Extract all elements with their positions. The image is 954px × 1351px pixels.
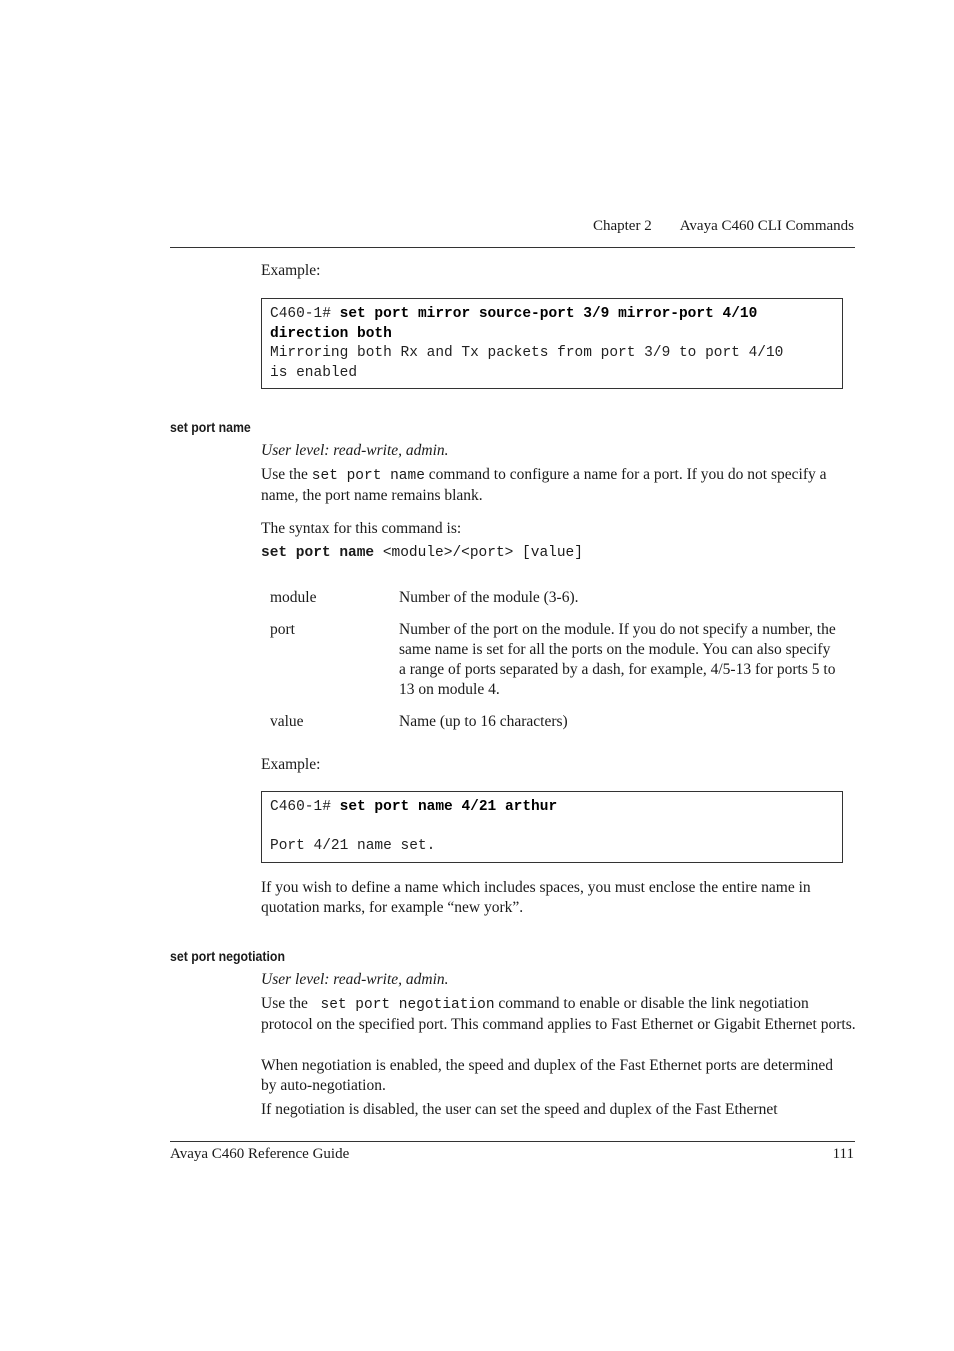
code-output: Mirroring both Rx and Tx packets from port 3/9 to port 4/10 bbox=[270, 345, 784, 361]
parameter-table bbox=[270, 588, 850, 744]
code-command-cont: direction both bbox=[270, 325, 392, 342]
param-row bbox=[270, 620, 850, 700]
param-desc: Number of the module (3-6). bbox=[399, 589, 579, 606]
inline-command: set port name bbox=[311, 468, 425, 484]
code-command: set port mirror source-port 3/9 mirror-port 4/10 bbox=[339, 306, 758, 322]
description: Use the set port name command to configure a name for a port. If you do not specify a name, the port name remains blank. bbox=[261, 466, 827, 504]
param-row bbox=[270, 712, 850, 732]
section-heading-set-port-name: set port name bbox=[170, 419, 251, 435]
param-desc: Name (up to 16 characters) bbox=[399, 713, 568, 730]
param-desc: Number of the port on the module. If you do not specify a number, the same name is set for all the ports on the module. You can also specify a range of ports separated by a dash, for example, 4/5-13 for ports 5 to 13 on module 4. bbox=[399, 621, 836, 698]
param-name: value bbox=[270, 713, 304, 730]
user-level: User level: read-write, admin. bbox=[261, 442, 449, 459]
user-level: User level: read-write, admin. bbox=[261, 971, 449, 988]
syntax-intro: The syntax for this command is: bbox=[261, 520, 462, 537]
code-prompt: C460-1# bbox=[270, 799, 340, 815]
inline-command: set port negotiation bbox=[311, 997, 495, 1013]
note-paragraph: If you wish to define a name which includes spaces, you must enclose the entire name in quotation marks, for example “new york”. bbox=[261, 879, 811, 916]
footer-rule bbox=[170, 1141, 855, 1142]
example-label: Example: bbox=[261, 756, 321, 773]
param-name: port bbox=[270, 621, 295, 638]
example-label: Example: bbox=[261, 262, 321, 279]
code-command: set port name 4/21 arthur bbox=[339, 799, 558, 815]
code-output: Port 4/21 name set. bbox=[270, 838, 436, 854]
code-example-mirror bbox=[261, 298, 843, 389]
param-name: module bbox=[270, 589, 317, 606]
code-prompt: C460-1# bbox=[270, 306, 340, 322]
chapter-label: Chapter 2 bbox=[592, 218, 652, 234]
code-example-name bbox=[261, 791, 843, 863]
paragraph: If negotiation is disabled, the user can set the speed and duplex of the Fast Ethernet bbox=[261, 1101, 778, 1118]
running-header bbox=[593, 216, 854, 236]
syntax-line bbox=[261, 543, 856, 563]
syntax-command: set port name bbox=[261, 545, 375, 561]
code-output-cont: is enabled bbox=[270, 364, 358, 381]
syntax-args: <module>/<port> [value] bbox=[374, 545, 583, 561]
param-row bbox=[270, 588, 850, 608]
page-number: 111 bbox=[832, 1146, 854, 1162]
section-heading-set-port-negotiation: set port negotiation bbox=[170, 948, 285, 964]
footer-guide-title: Avaya C460 Reference Guide bbox=[170, 1146, 350, 1162]
chapter-title: Avaya C460 CLI Commands bbox=[679, 218, 854, 234]
paragraph: When negotiation is enabled, the speed and duplex of the Fast Ethernet ports are determined by auto-negotiation. bbox=[261, 1057, 834, 1094]
header-rule bbox=[170, 247, 855, 248]
description: Use the set port negotiation command to enable or disable the link negotiation protocol on the specified port. This command applies to Fast Ethernet or Gigabit Ethernet ports. bbox=[261, 995, 856, 1033]
